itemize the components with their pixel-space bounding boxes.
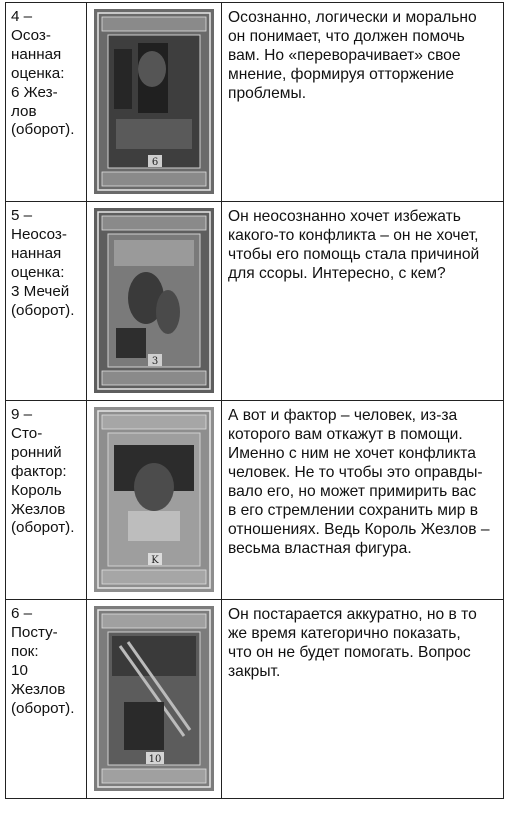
position-label: 6 – Посту- пок: 10 Жезлов (оборот). (11, 605, 75, 717)
description-cell (222, 401, 504, 600)
tarot-card-image (94, 606, 214, 791)
position-label: 4 – Осоз- нанная оценка: 6 Жез- лов (оборот). (11, 8, 75, 139)
table-row (6, 3, 504, 202)
position-cell (6, 202, 87, 401)
description-text: Он неосознанно хочет избежать какого-то конфликта – он не хочет, чтобы его помощь стала причиной для ссоры. Интересно, с кем? (228, 208, 480, 282)
description-text: Осознанно, логически и морально он понимает, что должен помочь вам. Но «переворачивает» свое мнение, формируя отторжение проблемы. (228, 9, 477, 102)
tarot-card-image (94, 9, 214, 194)
card-cell (87, 3, 222, 202)
description-cell (222, 202, 504, 401)
position-cell (6, 401, 87, 600)
position-cell (6, 600, 87, 799)
position-cell (6, 3, 87, 202)
spread-table (5, 2, 504, 799)
card-cell (87, 202, 222, 401)
position-label: 9 – Сто- ронний фактор: Король Жезлов (оборот). (11, 406, 75, 537)
card-numeral: K (151, 555, 159, 566)
description-text: А вот и фактор – человек, из-за которого вам откажут в помощи. Именно с ним не хочет конфликта человек. Не то чтобы это оправды- вало его, но может примирить вас в его стремлении сохранить мир в отношениях. Ведь Король Жезлов – весьма властная фигура. (228, 407, 490, 557)
card-numeral: 6 (151, 157, 159, 168)
table-row (6, 401, 504, 600)
table-row (6, 600, 504, 799)
description-cell (222, 600, 504, 799)
description-text: Он постарается аккуратно, но в то же время категорично показать, что он не будет помогать. Вопрос закрыт. (228, 606, 477, 680)
tarot-card-image (94, 407, 214, 592)
table-row (6, 202, 504, 401)
card-numeral: 3 (151, 356, 159, 367)
card-numeral: 10 (148, 754, 162, 765)
card-cell (87, 600, 222, 799)
position-label: 5 – Неосоз- нанная оценка: 3 Мечей (оборот). (11, 207, 75, 319)
tarot-card-image (94, 208, 214, 393)
card-cell (87, 401, 222, 600)
description-cell (222, 3, 504, 202)
